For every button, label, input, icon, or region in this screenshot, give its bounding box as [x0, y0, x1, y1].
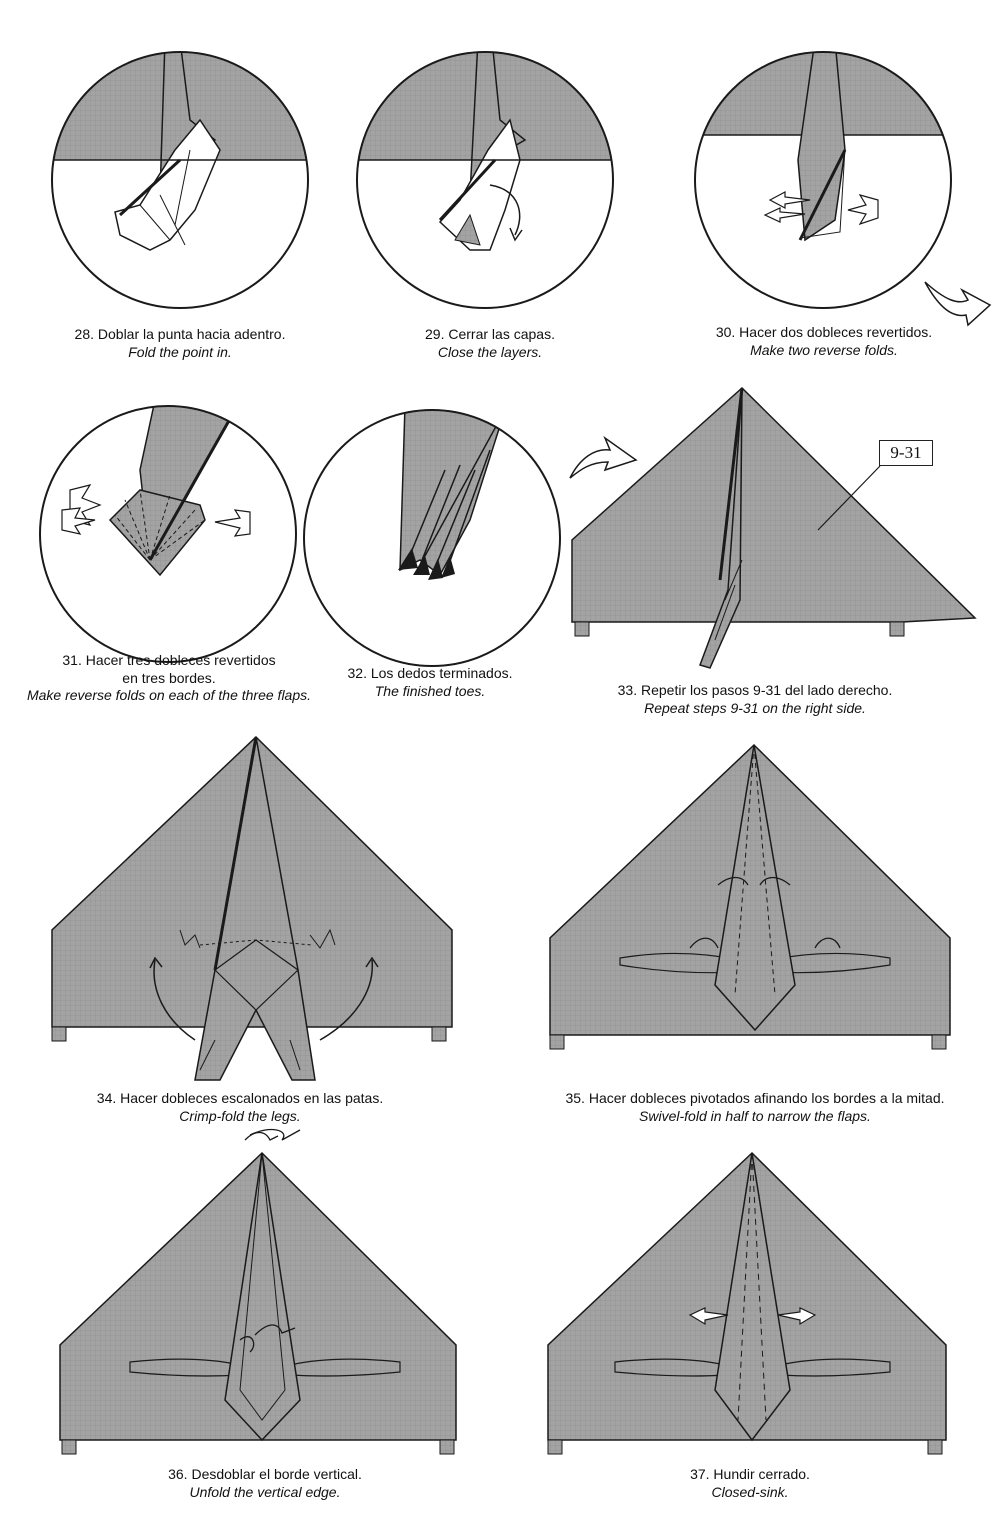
step-37-text-en: Closed-sink. [711, 1483, 789, 1500]
step-32-figure [304, 405, 560, 666]
step-29-text-es: 29. Cerrar las capas. [425, 326, 555, 342]
step-34-caption [60, 1090, 420, 1125]
step-34-text-en: Crimp-fold the legs. [179, 1107, 301, 1124]
step-31-caption [4, 652, 334, 705]
step-33-text-en: Repeat steps 9-31 on the right side. [644, 699, 866, 716]
step-36-text-en: Unfold the vertical edge. [189, 1483, 341, 1500]
step-31-text-en: Make reverse folds on each of the three flaps. [26, 687, 312, 703]
step-37-text-es: 37. Hundir cerrado. [690, 1466, 810, 1482]
step-36-text-es: 36. Desdoblar el borde vertical. [168, 1466, 362, 1482]
step-31-figure [40, 400, 296, 662]
step-30-caption [664, 324, 984, 359]
step-28-text-en: Fold the point in. [128, 343, 232, 360]
step-28-text-es: 28. Doblar la punta hacia adentro. [74, 326, 286, 342]
step-30-text-es: 30. Hacer dos dobleces revertidos. [715, 324, 933, 340]
step-36-figure [60, 1130, 456, 1454]
step-30-figure [690, 40, 960, 308]
step-31-text-es: 31. Hacer tres dobleces revertidos [62, 652, 276, 668]
step-33-caption [580, 682, 930, 717]
step-28-caption [20, 326, 340, 361]
step-37-figure [548, 1153, 946, 1454]
step-29-caption [340, 326, 640, 361]
step-35-figure [550, 745, 950, 1049]
step-29-figure [345, 40, 635, 308]
step-reference-label: 9-31 [879, 440, 933, 466]
step-36-caption [100, 1466, 430, 1501]
step-34-text-es: 34. Hacer dobleces escalonados en las patas. [96, 1090, 384, 1106]
step-35-caption [530, 1090, 980, 1125]
step-28-figure [40, 40, 320, 308]
step-33-text-es: 33. Repetir los pasos 9-31 del lado derecho. [617, 682, 893, 698]
step-30-text-en: Make two reverse folds. [750, 341, 898, 358]
step-31-text-es-line2: en tres bordes. [122, 669, 216, 686]
next-step-arrow-icon [925, 282, 990, 325]
step-37-caption [620, 1466, 880, 1501]
step-32-caption [320, 665, 540, 700]
step-33-figure [572, 388, 975, 668]
step-32-text-es: 32. Los dedos terminados. [347, 665, 513, 681]
step-35-text-es: 35. Hacer dobleces pivotados afinando los bordes a la mitad. [565, 1090, 945, 1106]
step-34-figure [52, 737, 452, 1080]
step-32-text-en: The finished toes. [374, 682, 486, 699]
next-step-arrow-icon [570, 438, 636, 478]
step-35-text-en: Swivel-fold in half to narrow the flaps. [639, 1107, 871, 1124]
step-29-text-en: Close the layers. [437, 343, 543, 360]
